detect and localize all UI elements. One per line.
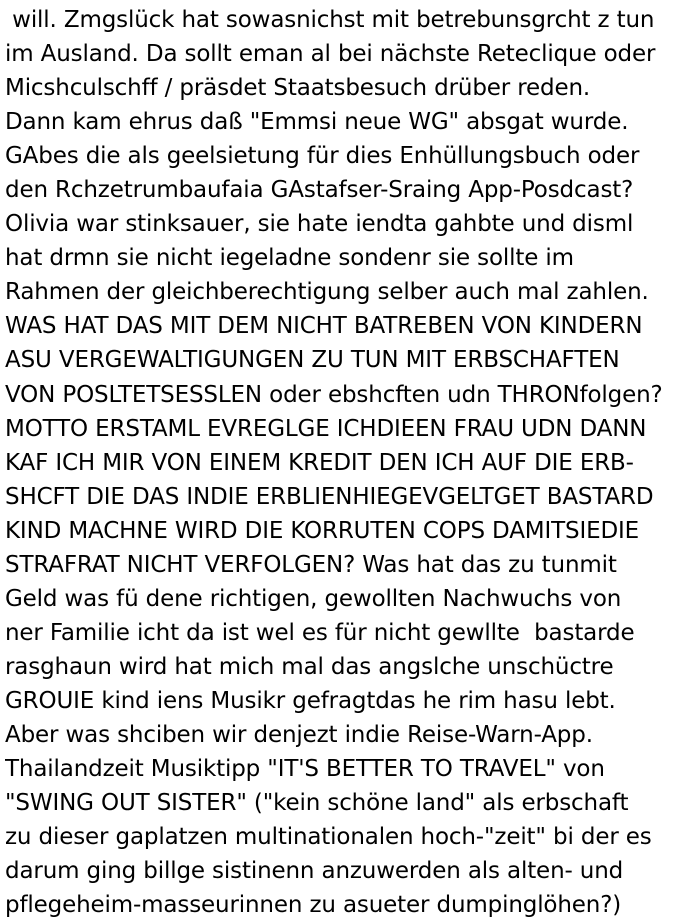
text-line: im Ausland. Da sollt eman al bei nächste Reteclique oder [5, 41, 656, 68]
text-line: KIND MACHNE WIRD DIE KORRUTEN COPS DAMITSIEDIE [5, 517, 640, 544]
text-line: Geld was fü dene richtigen, gewollten Nachwuchs von [5, 585, 622, 612]
text-line: Dann kam ehrus daß "Emmsi neue WG" absgat wurde. [5, 109, 629, 136]
text-line: will. Zmgslück hat sowasnichst mit betrebunsgrcht z tun [5, 7, 655, 33]
text-line: GAbes die als geelsietung für dies Enhüllungsbuch oder [5, 143, 640, 170]
text-line: zu dieser gaplatzen multinationalen hoch-"zeit" bi der es [5, 824, 652, 851]
text-line: rasghaun wird hat mich mal das angslche unschüctre [5, 653, 614, 680]
text-line: Olivia war stinksauer, sie hate iendta gahbte und disml [5, 211, 634, 238]
text-line: "SWING OUT SISTER" ("kein schöne land" als erbschaft [5, 790, 629, 817]
document-page [5, 3, 681, 917]
text-line: SHCFT DIE DAS INDIE ERBLIENHIEGEVGELTGET BASTARD [5, 483, 654, 510]
text-line: Rahmen der gleichberechtigung selber auch mal zahlen. [5, 279, 649, 306]
text-line: Aber was shciben wir denjezt indie Reise-Warn-App. [5, 721, 593, 748]
text-line: GROUIE kind iens Musikr gefragtdas he rim hasu lebt. [5, 687, 616, 714]
text-line: darum ging billge sistinenn anzuwerden als alten- und [5, 858, 624, 885]
text-line: WAS HAT DAS MIT DEM NICHT BATREBEN VON KINDERN [5, 313, 643, 340]
text-line: ner Familie icht da ist wel es für nicht gewllte bastarde [5, 619, 635, 646]
text-line: den Rchzetrumbaufaia GAstafser-Sraing App-Posdcast? [5, 177, 634, 204]
text-line: KAF ICH MIR VON EINEM KREDIT DEN ICH AUF DIE ERB- [5, 449, 634, 476]
text-line: STRAFRAT NICHT VERFOLGEN? Was hat das zu tunmit [5, 551, 617, 578]
text-line: MOTTO ERSTAML EVREGLGE ICHDIEEN FRAU UDN DANN [5, 415, 647, 442]
text-line: VON POSLTETSESSLEN oder ebshcften udn THRONfolgen? [5, 381, 663, 408]
text-line: hat drmn sie nicht iegeladne sondenr sie sollte im [5, 245, 574, 272]
text-line: pflegeheim-masseurinnen zu asueter dumpinglöhen?) [5, 892, 622, 919]
text-line: Thailandzeit Musiktipp "IT'S BETTER TO TRAVEL" von [5, 756, 605, 783]
text-line: ASU VERGEWALTIGUNGEN ZU TUN MIT ERBSCHAFTEN [5, 347, 620, 374]
text-line: Micshculschff / präsdet Staatsbesuch drüber reden. [5, 75, 591, 102]
